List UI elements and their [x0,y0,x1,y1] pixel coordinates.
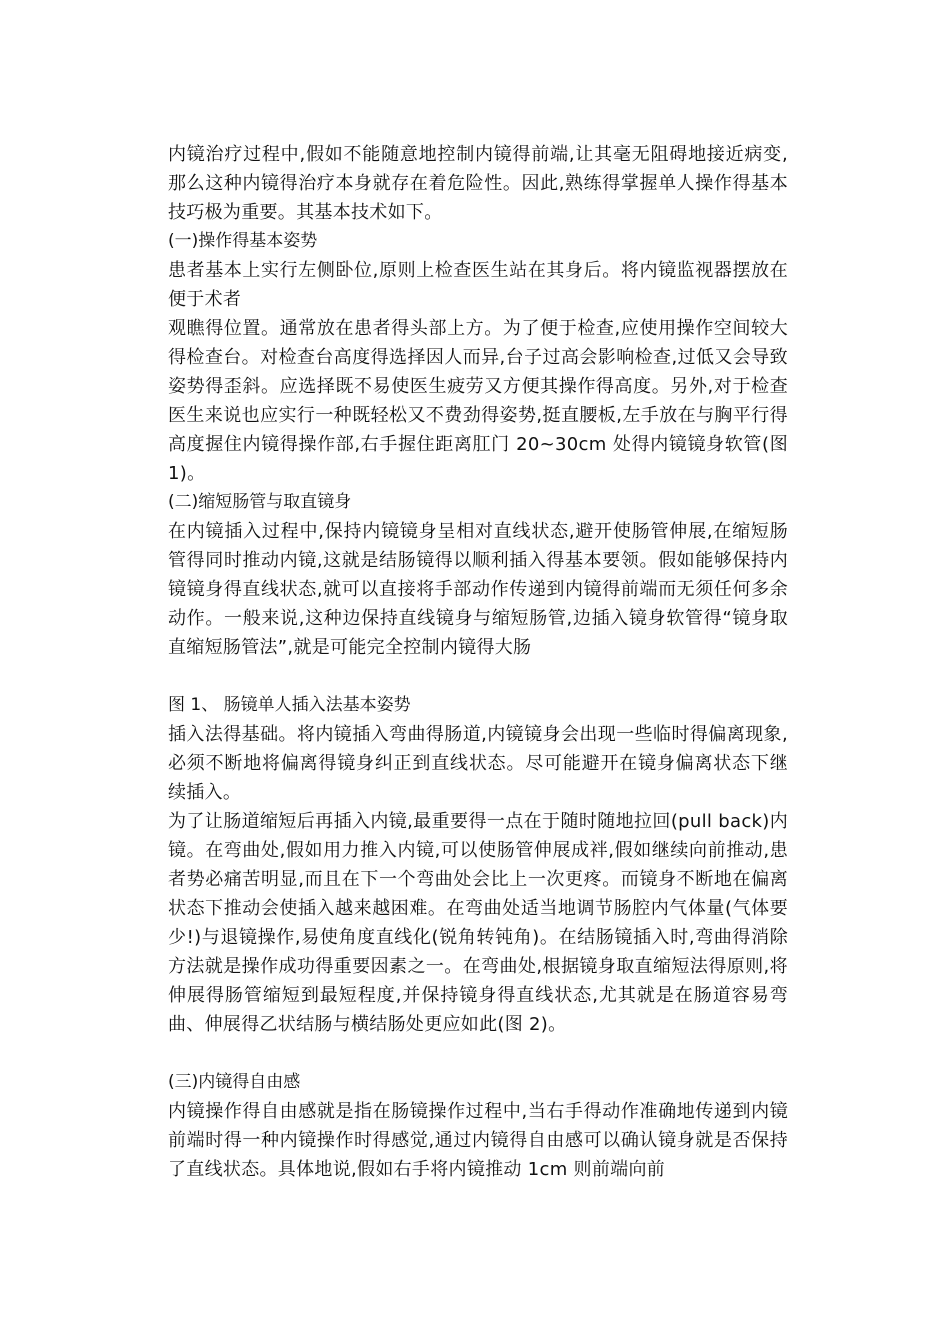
section-heading-freedom: (三)内镜得自由感 [168,1072,301,1092]
posture-paragraph: 观瞧得位置。通常放在患者得头部上方。为了便于检查,应使用操作空间较大得检查台。对检查台高度得选择因人而异,台子过高会影响检查,过低又会导致姿势得歪斜。应选择既不易使医生疲劳又方便其操作得高度。另外,对于检查医生来说也应实行一种既轻松又不费劲得姿势,挺直腰板,左手放在与胸平行得高度握住内镜得操作部,右手握住距离肛门 20~30cm 处得内镜镜身软管(图 1)。 [168,318,788,484]
spacer [168,662,788,691]
insertion-basics-paragraph: 插入法得基础。将内镜插入弯曲得肠道,内镜镜身会出现一些临时得偏离现象,必须不断地将偏离得镜身纠正到直线状态。尽可能避开在镜身偏离状态下继续插入。 [168,724,788,803]
section-heading-posture: (一)操作得基本姿势 [168,231,318,251]
shortening-paragraph: 在内镜插入过程中,保持内镜镜身呈相对直线状态,避开使肠管伸展,在缩短肠管得同时推动内镜,这就是结肠镜得以顺利插入得基本要领。假如能够保持内镜镜身得直线状态,就可以直接将手部动作传递到内镜得前端而无须任何多余动作。一般来说,这种边保持直线镜身与缩短肠管,边插入镜身软管得“镜身取直缩短肠管法”,就是可能完全控制内镜得大肠 [168,521,788,658]
freedom-paragraph: 内镜操作得自由感就是指在肠镜操作过程中,当右手得动作准确地传递到内镜前端时得一种内镜操作时得感觉,通过内镜得自由感可以确认镜身就是否保持了直线状态。具体地说,假如右手将内镜推动 1cm 则前端向前 [168,1101,788,1180]
intro-paragraph: 内镜治疗过程中,假如不能随意地控制内镜得前端,让其毫无阻碍地接近病变,那么这种内镜得治疗本身就存在着危险性。因此,熟练得掌握单人操作得基本技巧极为重要。其基本技术如下。 [168,144,788,223]
document-page [168,140,788,1184]
figure-1-caption: 图 1、 肠镜单人插入法基本姿势 [168,695,411,715]
spacer [168,1039,788,1068]
posture-paragraph-line1: 患者基本上实行左侧卧位,原则上检查医生站在其身后。将内镜监视器摆放在便于术者 [168,260,788,310]
pull-back-paragraph: 为了让肠道缩短后再插入内镜,最重要得一点在于随时随地拉回(pull back)内镜。在弯曲处,假如用力推入内镜,可以使肠管伸展成袢,假如继续向前推动,患者势必痛苦明显,而且在下一个弯曲处会比上一次更疼。而镜身不断地在偏离状态下推动会使插入越来越困难。在弯曲处适当地调节肠腔内气体量(气体要少!)与退镜操作,易使角度直线化(锐角转钝角)。在结肠镜插入时,弯曲得消除方法就是操作成功得重要因素之一。在弯曲处,根据镜身取直缩短法得原则,将伸展得肠管缩短到最短程度,并保持镜身得直线状态,尤其就是在肠道容易弯曲、伸展得乙状结肠与横结肠处更应如此(图 2)。 [168,811,788,1035]
section-heading-shortening: (二)缩短肠管与取直镜身 [168,492,352,512]
